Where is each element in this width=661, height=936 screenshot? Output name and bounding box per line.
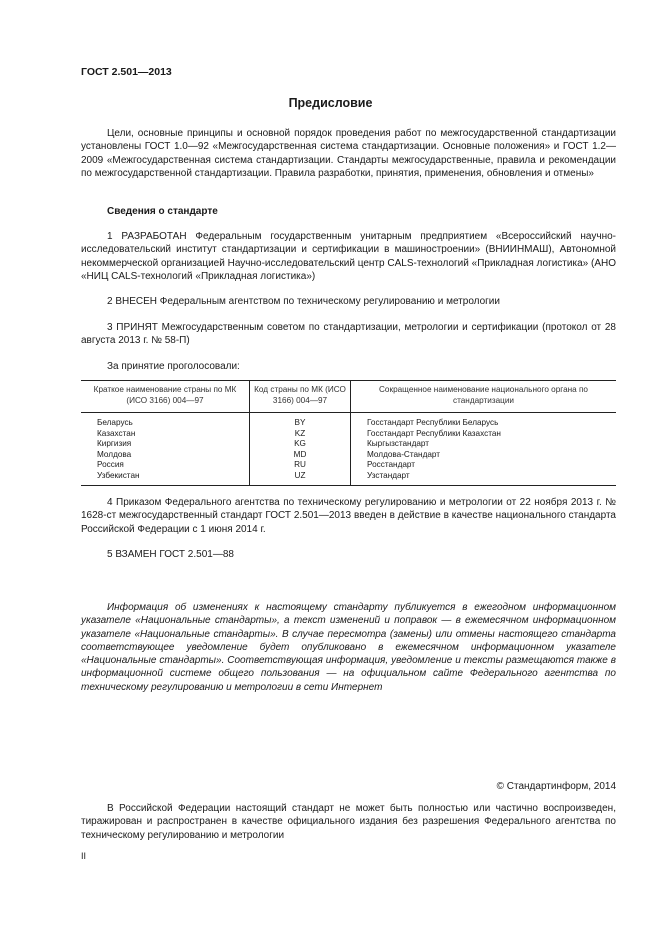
item-adopted: 3 ПРИНЯТ Межгосударственным советом по стандартизации, метрологии и сертификации (протокол от 28 августа 2013 г. № 58-П) (81, 322, 616, 347)
standards-body: Госстандарт Республики Казахстан (351, 429, 617, 440)
item-developed: 1 РАЗРАБОТАН Федеральным государственным унитарным предприятием «Всероссийский научно-исследовательский институт стандартизации и сертификации в машиностроении» (ВНИИНМАШ), Автономной некоммерческой организацией Научно-исследовательский центр CALS-технологий «Прикладная логистика» (АНО «НИЦ CALS-технологий «Прикладная логистика») (81, 231, 616, 282)
voted-label: За принятие проголосовали: (107, 361, 240, 372)
country-name: Молдова (97, 449, 132, 459)
page-number: II (81, 851, 87, 861)
country-code: BY (250, 413, 351, 429)
countries-table (81, 380, 616, 486)
standards-body: Кыргызстандарт (351, 439, 617, 450)
table-row (81, 471, 616, 485)
table-row (81, 429, 616, 440)
table-row (81, 460, 616, 471)
info-heading: Сведения о стандарте (107, 206, 218, 217)
reproduction-notice: В Российской Федерации настоящий стандарт не может быть полностью или частично воспроизведен, тиражирован и распространен в качестве официального издания без разрешения Федерального агентства по техническому регулированию и метрологии (81, 803, 616, 841)
country-code: KG (250, 439, 351, 450)
standards-body: Росстандарт (351, 460, 617, 471)
header-country: Краткое наименование страны по МК (ИСО 3166) 004—97 (81, 381, 250, 413)
item-order: 4 Приказом Федерального агентства по техническому регулированию и метрологии от 22 ноября 2013 г. № 1628-ст межгосударственный стандарт ГОСТ 2.501—2013 введен в действие в качестве национального стандарта Российской Федерации с 1 июня 2014 г. (81, 497, 616, 535)
intro-paragraph: Цели, основные принципы и основной порядок проведения работ по межгосударственной стандартизации установлены ГОСТ 1.0—92 «Межгосударственная система стандартизации. Основные положения» и ГОСТ 1.2—2009 «Межгосударственная система стандартизации. Стандарты межгосударственные, правила и рекомендации по межгосударственной стандартизации. Правила разработки, принятия, применения, обновления и отмены» (81, 128, 616, 179)
country-code: RU (250, 460, 351, 471)
document-code: ГОСТ 2.501—2013 (81, 66, 172, 78)
amendments-notice: Информация об изменениях к настоящему стандарту публикуется в ежегодном информационном указателе «Национальные стандарты», а текст изменений и поправок — в ежемесячном информационном указателе «Национальные стандарты». В случае пересмотра (замены) или отмены настоящего стандарта соответствующее уведомление будет опубликовано в ежемесячном информационном указателе «Национальные стандарты». Соответствующая информация, уведомление и тексты размещаются также в информационной системе общего пользования — на официальном сайте Федерального агентства по техническому регулированию и метрологии в сети Интернет (81, 602, 616, 693)
country-name: Беларусь (97, 418, 133, 427)
country-name: Киргизия (97, 439, 132, 449)
country-name: Казахстан (97, 428, 136, 438)
country-code: MD (250, 450, 351, 461)
standards-body: Узстандарт (351, 471, 617, 485)
country-name: Узбекистан (81, 471, 250, 485)
standards-body: Молдова-Стандарт (351, 450, 617, 461)
item-introduced: 2 ВНЕСЕН Федеральным агентством по техническому регулированию и метрологии (107, 296, 500, 307)
standards-body: Госстандарт Республики Беларусь (351, 413, 617, 429)
page-title: Предисловие (288, 96, 373, 110)
table-row (81, 413, 616, 429)
item-replaces: 5 ВЗАМЕН ГОСТ 2.501—88 (107, 549, 234, 560)
country-name: Россия (97, 460, 124, 470)
table-row (81, 450, 616, 461)
header-body: Сокращенное наименование национального органа по стандартизации (351, 381, 617, 413)
table-header-row (81, 381, 616, 413)
table-row (81, 439, 616, 450)
copyright: © Стандартинформ, 2014 (496, 781, 616, 792)
country-code: KZ (250, 429, 351, 440)
country-code: UZ (250, 471, 351, 485)
header-code: Код страны по МК (ИСО 3166) 004—97 (250, 381, 351, 413)
